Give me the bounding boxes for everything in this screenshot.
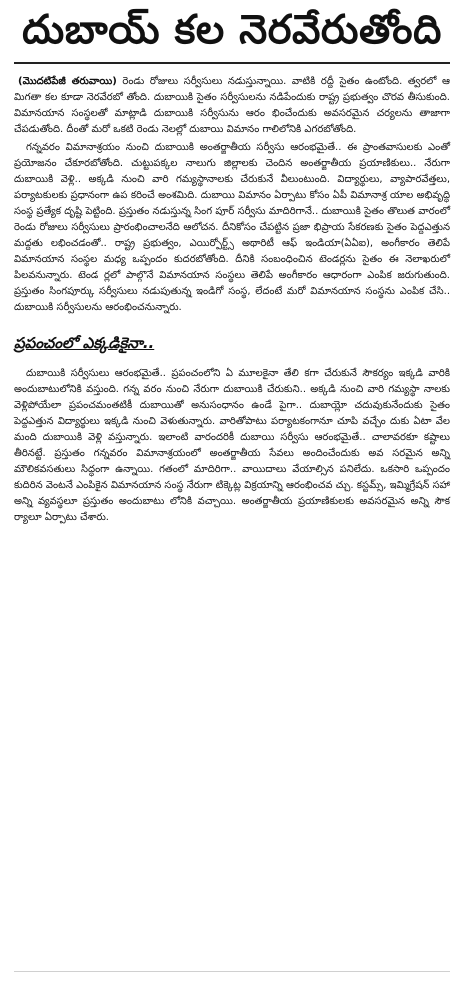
article-paragraph [14, 74, 450, 138]
headline-divider [14, 62, 450, 64]
column-bottom-rule [14, 971, 450, 972]
continuation-dateline: (మొదటిపేజీ తరువాయి) [18, 76, 117, 87]
article-paragraph: దుబాయికి సర్వీసులు ఆరంభమైతే.. ప్రపంచంలోని ఏ మూలకైనా తేలి కగా చేరుకునే సౌకర్యం ఇక్కడి వారికి అందుబాటులోనికి వస్తుంది. గన్న వరం నుంచి నేరుగా దుబాయికి చేరుకుని.. అక్కడి నుంచి వారి గమ్యస్థా నాలకు వెళ్లిపోయేలా ప్రపంచమంతటికీ దుబాయితో అనుసంధానం ఉండే పైగా.. దుబాయ్లో చదువుకునేందుకు సైతం పెద్దఎత్తున విద్యార్థులు ఇక్కడి నుంచి వెళుతున్నారు. వారితోపాటు పర్యాటకంగానూ చూపి వచ్చేం దుకు ఏటా వేల మంది దుబాయికి వెళ్లి వస్తున్నారు. ఇలాంటి వారందరికీ దుబాయి సర్వీసు ఆరంభమైతే.. చాలావరకూ కష్టాలు తీరినట్టే. ప్రస్తుతం గన్నవరం విమానాశ్రయంలో అంతర్జాతీయ సేవలు అందించేందుకు అవ సరమైన అన్ని మౌలికవసతులు సిద్ధంగా ఉన్నాయి. గతంలో మాదిరిగా.. వాయిదాలు వేయాల్సిన పనిలేదు. ఒకసారి ఒప్పందం కుదిరిన వెంటనే ఎంపికైన విమానయాన సంస్థ నేరుగా టిక్కెట్ల విక్రయాన్ని ఆరంభించవ చ్చు. కస్టమ్స్, ఇమ్మిగ్రేషన్ సహా అన్ని వ్యవస్థలూ ప్రస్తుతం అందుబాటు లోనికి వచ్చాయి. అంతర్జాతీయ ప్రయాణికులకు అవసరమైన అన్ని సౌక ర్యాలూ ఏర్పాటు చేశారు. [14, 368, 450, 523]
section-subheading: ప్రపంచంలో ఎక్కడికైనా.. [14, 334, 155, 352]
article-headline: దుబాయ్ కల నెరవేరుతోంది [22, 7, 442, 53]
paragraph-text: రెండు రోజులు సర్వీసులు నడుస్తున్నాయి. వాటికి రద్దీ సైతం ఉంటోంది. త్వరలో ఆ మిగతా కల కూడా నెరవేరబో తోంది. దుబాయికి సైతం సర్వీసులను నడిపేందుకు రాష్ట్ర ప్రభుత్వం చొరవ తీసుకుంది. విమానయాన సంస్థలతో మాట్లాడి దుబాయికి సర్వీసును ఆరం భించేందుకు అవసరమైన చర్యలను తాజాగా చేపడుతోంది. దీంతో మరో ఒకటి రెండు నెలల్లో దుబాయి విమానం గాలిలోనికి ఎగరబోతోంది. [14, 76, 450, 135]
article-paragraph: గన్నవరం విమానాశ్రయం నుంచి దుబాయికి అంతర్జాతీయ సర్వీసు ఆరంభమైతే.. ఈ ప్రాంతవాసులకు ఎంతో ప్రయోజనం చేకూరబోతోంది. చుట్టుపక్కల నాలుగు జిల్లాలకు చెందిన అంతర్జాతీయ ప్రయాణికులు.. నేరుగా దుబాయికి వెళ్లి.. అక్కడి నుంచి వారి గమ్యస్థానాలకు చేరుకునే వీలుంటుంది. విద్యార్థులు, వ్యాపారవేత్తలు, పర్యాటకులకు ప్రధానంగా ఉప కరించే అంశమిది. దుబాయి విమానం ఏర్పాటు కోసం ఏపీ విమానాశ్ర యాల అభివృద్ధి సంస్థ ప్రత్యేక దృష్టి పెట్టింది. ప్రస్తుతం నడుస్తున్న సింగ పూర్ సర్వీసు మాదిరిగానే.. దుబాయికి సైతం తొలుత వారంలో రెండు రోజులు సర్వీసులు ప్రారంభించాలనేది ఆలోచన. దీనికోసం చేపట్టిన ప్రజా భిప్రాయ సేకరణకు సైతం పెద్దఎత్తున మద్దతు లభించడంతో.. రాష్ట్ర ప్రభుత్వం, ఎయిర్పోర్ట్స్ అథారిటీ ఆఫ్ ఇండియా(ఏఏఐ), అంగీకారం తెలిపే విమానయాన సంస్థల మధ్య ఒప్పందం కుదరబోతోంది. దీనికి సంబంధించిన టెండర్లను సైతం ఈ నెలాఖరులో పిలవనున్నారు. టెండ ర్లలో పాల్గొనే విమానయాన సంస్థలు తెలిపే అంగీకారం ఆధారంగా ఎంపిక జరుగుతుంది. ప్రస్తుతం సింగపూర్కు సర్వీసులు నడుపుతున్న ఇండిగో సంస్థ, లేదంటే మరో విమానయాన సంస్థను ఎంపిక చేసి.. దుబాయికి సర్వీసులను ఆరంభించనున్నారు. [14, 142, 450, 313]
